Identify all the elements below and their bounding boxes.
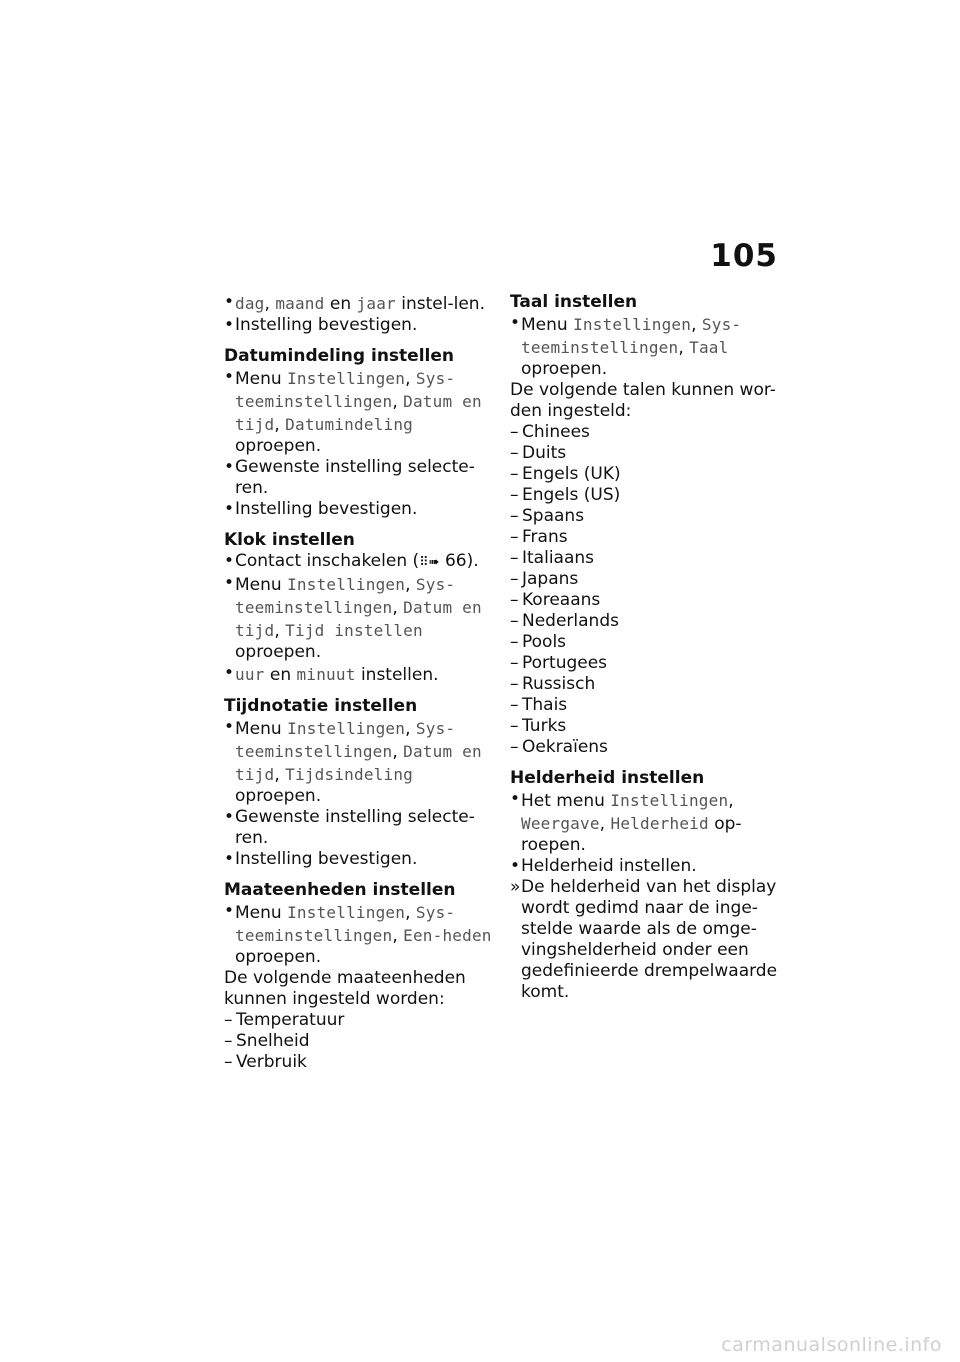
list-item [224,807,496,849]
dash-item-text: Italiaans [522,548,595,568]
menu-path-term: dag [235,294,265,313]
menu-path-term: uur [235,665,265,684]
item-text: , [405,575,416,595]
menu-path-term: Weergave [521,814,600,833]
list-item [510,313,784,380]
helderheid-list [510,789,784,1003]
result-marker: » [510,877,521,897]
item-text: Gewenste instelling selecte-ren. [235,457,475,498]
dash-list-item [510,485,784,506]
item-text: 66). [439,551,479,571]
item-text: , [274,621,286,641]
dash-item-text: Engels (UK) [522,464,621,484]
left-column [224,292,496,1073]
bullet-marker: • [224,457,235,477]
menu-path-term: minuut [296,665,356,684]
menu-path-term: Instellingen [287,719,406,738]
dash-marker: – [224,1010,233,1030]
item-text: oproepen. [235,642,322,662]
dash-item-text: Turks [522,716,567,736]
dash-list-item [224,1010,496,1031]
dash-item-text: Thais [522,695,568,715]
menu-path-term: Instellingen [610,791,729,810]
list-item [224,457,496,499]
menu-path-term: Instellingen [287,369,406,388]
right-column [510,292,784,1003]
dash-marker: – [510,737,519,757]
list-item [224,499,496,520]
dash-list-item [510,695,784,716]
dash-marker: – [510,485,519,505]
list-item [224,551,496,573]
list-item [224,849,496,870]
item-text: Instelling bevestigen. [235,849,418,869]
item-text: Contact inschakelen ( [235,551,420,571]
item-text: Menu [235,903,288,923]
menu-path-term: Instellingen [287,575,406,594]
item-text: , [678,338,690,358]
dash-list-item [224,1031,496,1052]
dash-list-item [510,506,784,527]
item-text: oproepen. [235,436,322,456]
dash-item-text: Russisch [522,674,596,694]
dash-marker: – [510,527,519,547]
bullet-marker: • [224,551,235,571]
dash-item-text: Duits [522,443,567,463]
item-text: De helderheid van het display wordt gedimd naar de inge-stelde waarde als de omge-vingshelderheid onder een gedefinieerde drempelwaarde komt. [521,877,778,1002]
menu-path-term: Datumindeling [285,415,413,434]
section-heading-helderheid: Helderheid instellen [510,768,705,788]
dash-list-item [510,569,784,590]
list-item [224,573,496,663]
dash-list-item [510,527,784,548]
maateenheden-dash-list [224,1010,496,1073]
item-text: Instelling bevestigen. [235,315,418,335]
item-text: op-roepen. [521,814,742,855]
item-text: Menu [235,575,288,595]
dash-list-item [510,611,784,632]
menu-path-term: Helderheid [610,814,709,833]
dash-marker: – [224,1031,233,1051]
dash-marker: – [510,506,519,526]
dash-marker: – [510,611,519,631]
dash-marker: – [510,695,519,715]
bullet-marker: • [224,315,235,335]
dash-item-text: Japans [522,569,579,589]
section-heading-taal: Taal instellen [510,292,638,312]
item-text: Menu [235,719,288,739]
menu-path-term: Sys-teeminstellingen [235,903,456,945]
item-text: , [392,926,404,946]
dash-item-text: Portugees [522,653,608,673]
dash-list-item [224,1052,496,1073]
dash-marker: – [510,464,519,484]
bullet-marker: • [224,499,235,519]
taal-paragraph: De volgende talen kunnen wor-den ingesteld: [510,380,776,421]
page-reference-icon: ⠿➠ [419,555,440,570]
dash-list-item [510,674,784,695]
section-heading-datumindeling: Datumindeling instellen [224,346,454,366]
dash-list-item [510,422,784,443]
list-item [510,789,784,856]
bullet-marker: • [224,901,235,921]
dash-marker: – [510,653,519,673]
dash-marker: – [224,1052,233,1072]
item-text: instel-len. [395,294,485,314]
menu-path-term: Instellingen [573,315,692,334]
dash-list-item [510,590,784,611]
list-item [224,901,496,968]
dash-item-text: Snelheid [236,1031,310,1051]
dash-item-text: Nederlands [522,611,619,631]
item-text: instellen. [355,665,439,685]
list-item [510,856,784,877]
section-heading-klok: Klok instellen [224,530,355,550]
bullet-marker: • [510,789,521,809]
item-text: , [728,791,734,811]
dash-item-text: Verbruik [236,1052,307,1072]
dash-list-item [510,716,784,737]
item-text: Helderheid instellen. [521,856,697,876]
intro-list [224,292,496,336]
menu-path-term: Taal [689,338,729,357]
menu-path-term: Datum en tijd [235,392,482,434]
maateenheden-list [224,901,496,968]
item-text: , [405,719,416,739]
item-text: oproepen. [235,786,322,806]
dash-list-item [510,737,784,758]
item-text: oproepen. [521,359,608,379]
dash-item-text: Pools [522,632,567,652]
menu-path-term: Datum en tijd [235,742,482,784]
bullet-marker: • [224,663,235,683]
bullet-marker: • [224,717,235,737]
menu-path-term: Datum en tijd [235,598,482,640]
bullet-marker: • [510,313,521,333]
menu-path-term: Sys-teeminstellingen [235,575,456,617]
dash-item-text: Frans [522,527,568,547]
dash-item-text: Koreaans [522,590,601,610]
bullet-marker: • [510,856,521,876]
item-text: Menu [235,369,288,389]
item-text: , [392,392,404,412]
dash-item-text: Engels (US) [522,485,621,505]
dash-list-item [510,653,784,674]
bullet-marker: • [224,367,235,387]
bullet-marker: • [224,292,235,312]
list-item [224,292,496,315]
page-number: 105 [710,238,778,274]
item-text: , [405,903,416,923]
languages-dash-list [510,422,784,758]
dash-item-text: Spaans [522,506,585,526]
bullet-marker: • [224,573,235,593]
menu-path-term: Sys-teeminstellingen [235,719,456,761]
menu-path-term: maand [275,294,325,313]
item-text: , [274,765,286,785]
dash-marker: – [510,422,519,442]
item-text: Het menu [521,791,611,811]
item-text: , [691,315,702,335]
item-text: , [264,294,276,314]
list-item [224,663,496,686]
dash-item-text: Oekraïens [522,737,608,757]
menu-path-term: Tijd instellen [285,621,423,640]
item-text: , [405,369,416,389]
dash-marker: – [510,674,519,694]
item-text: , [274,415,286,435]
item-text: , [392,742,404,762]
section-heading-tijdnotatie: Tijdnotatie instellen [224,696,418,716]
item-text: en [264,665,297,685]
menu-path-term: Tijdsindeling [285,765,413,784]
item-text: en [324,294,357,314]
dash-list-item [510,443,784,464]
dash-marker: – [510,590,519,610]
dash-list-item [510,548,784,569]
dash-item-text: Temperatuur [236,1010,345,1030]
dash-list-item [510,464,784,485]
dash-marker: – [510,443,519,463]
list-item [224,717,496,807]
section-heading-maateenheden: Maateenheden instellen [224,880,456,900]
menu-path-term: Een-heden [403,926,492,945]
item-text: , [392,598,404,618]
watermark: carmanualsonline.info [721,1334,942,1356]
item-text: Menu [521,315,574,335]
bullet-marker: • [224,807,235,827]
list-item [510,877,784,1003]
list-item [224,315,496,336]
bullet-marker: • [224,849,235,869]
item-text: , [599,814,611,834]
menu-path-term: jaar [356,294,396,313]
menu-path-term: Sys-teeminstellingen [235,369,456,411]
taal-list [510,313,784,380]
dash-marker: – [510,548,519,568]
item-text: Instelling bevestigen. [235,499,418,519]
dash-item-text: Chinees [522,422,590,442]
menu-path-term: Sys-teeminstellingen [521,315,742,357]
dash-marker: – [510,632,519,652]
tijdnotatie-list [224,717,496,870]
datumindeling-list [224,367,496,520]
maateenheden-paragraph: De volgende maateenheden kunnen ingesteld worden: [224,968,466,1009]
menu-path-term: Instellingen [287,903,406,922]
item-text: oproepen. [235,947,322,967]
list-item [224,367,496,457]
dash-marker: – [510,569,519,589]
dash-marker: – [510,716,519,736]
item-text: Gewenste instelling selecte-ren. [235,807,475,848]
dash-list-item [510,632,784,653]
klok-list [224,551,496,686]
